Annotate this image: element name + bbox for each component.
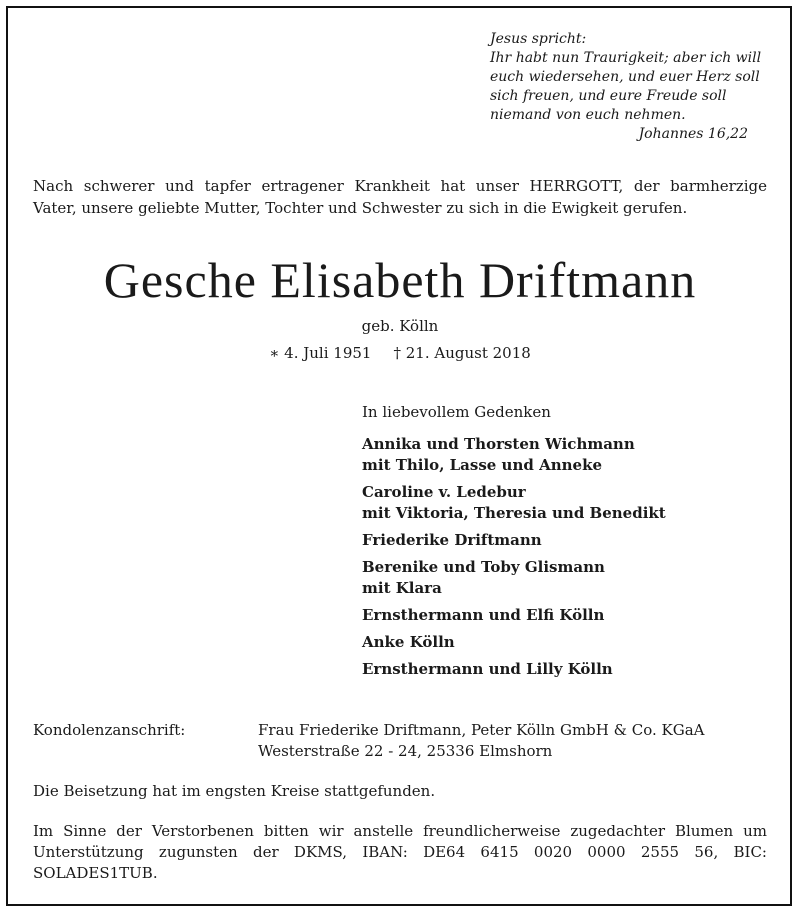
mourner-entry — [362, 557, 762, 599]
mourner-entry — [362, 605, 762, 626]
quote-line: sich freuen, und eure Freude soll — [490, 88, 727, 104]
mourner-entry — [362, 434, 762, 476]
donation-line: SOLADES1TUB. — [33, 864, 158, 882]
donation-line: Im Sinne der Verstorbenen bitten wir anstelle freundlicherweise zugedachter Blumen um — [33, 822, 767, 840]
quote-line: Ihr habt nun Traurigkeit; aber ich will — [490, 50, 762, 66]
mourner-entry — [362, 530, 762, 551]
donation-line: Unterstützung zugunsten der DKMS, IBAN: DE64 6415 0020 0000 2555 56, BIC: — [33, 843, 767, 861]
mourner-entry — [362, 632, 762, 653]
mourner-line: Ernsthermann und Lilly Kölln — [362, 660, 613, 678]
mourners-heading: In liebevollem Gedenken — [362, 403, 551, 421]
mourner-line: Friederike Driftmann — [362, 531, 542, 549]
condolence-address — [258, 720, 705, 762]
deceased-name: Gesche Elisabeth Driftmann — [103, 252, 697, 308]
condolence-label: Kondolenzanschrift: — [33, 721, 186, 739]
mourner-line: Caroline v. Ledebur — [362, 483, 526, 501]
intro-line: Vater, unsere geliebte Mutter, Tochter und Schwester zu sich in die Ewigkeit gerufen. — [33, 199, 688, 217]
mourner-line: Berenike und Toby Glismann — [362, 558, 605, 576]
mourners-list — [362, 434, 762, 686]
bible-quote — [490, 30, 770, 144]
quote-line: niemand von euch nehmen. — [490, 107, 686, 123]
mourner-line: Anke Kölln — [362, 633, 455, 651]
quote-reference: Johannes 16,22 — [638, 126, 748, 142]
mourner-line: mit Viktoria, Theresia und Benedikt — [362, 504, 666, 522]
address-line: Westerstraße 22 - 24, 25336 Elmshorn — [258, 742, 553, 760]
death-date: † 21. August 2018 — [393, 344, 531, 362]
birth-date: ∗ 4. Juli 1951 — [269, 344, 372, 362]
life-dates — [0, 343, 800, 363]
quote-line: Jesus spricht: — [490, 31, 587, 47]
intro-text — [33, 175, 767, 219]
donation-note — [33, 821, 767, 884]
mourner-entry — [362, 482, 762, 524]
maiden-name: geb. Kölln — [361, 317, 439, 335]
mourner-line: mit Thilo, Lasse und Anneke — [362, 456, 603, 474]
mourner-line: Annika und Thorsten Wichmann — [362, 435, 635, 453]
intro-line: Nach schwerer und tapfer ertragener Krankheit hat unser HERRGOTT, der barmherzige — [33, 177, 767, 195]
mourner-line: Ernsthermann und Elfi Kölln — [362, 606, 605, 624]
address-line: Frau Friederike Driftmann, Peter Kölln GmbH & Co. KGaA — [258, 721, 705, 739]
mourner-entry — [362, 659, 762, 680]
quote-line: euch wiedersehen, und euer Herz soll — [490, 69, 760, 85]
burial-note: Die Beisetzung hat im engsten Kreise stattgefunden. — [33, 782, 436, 800]
mourner-line: mit Klara — [362, 579, 442, 597]
